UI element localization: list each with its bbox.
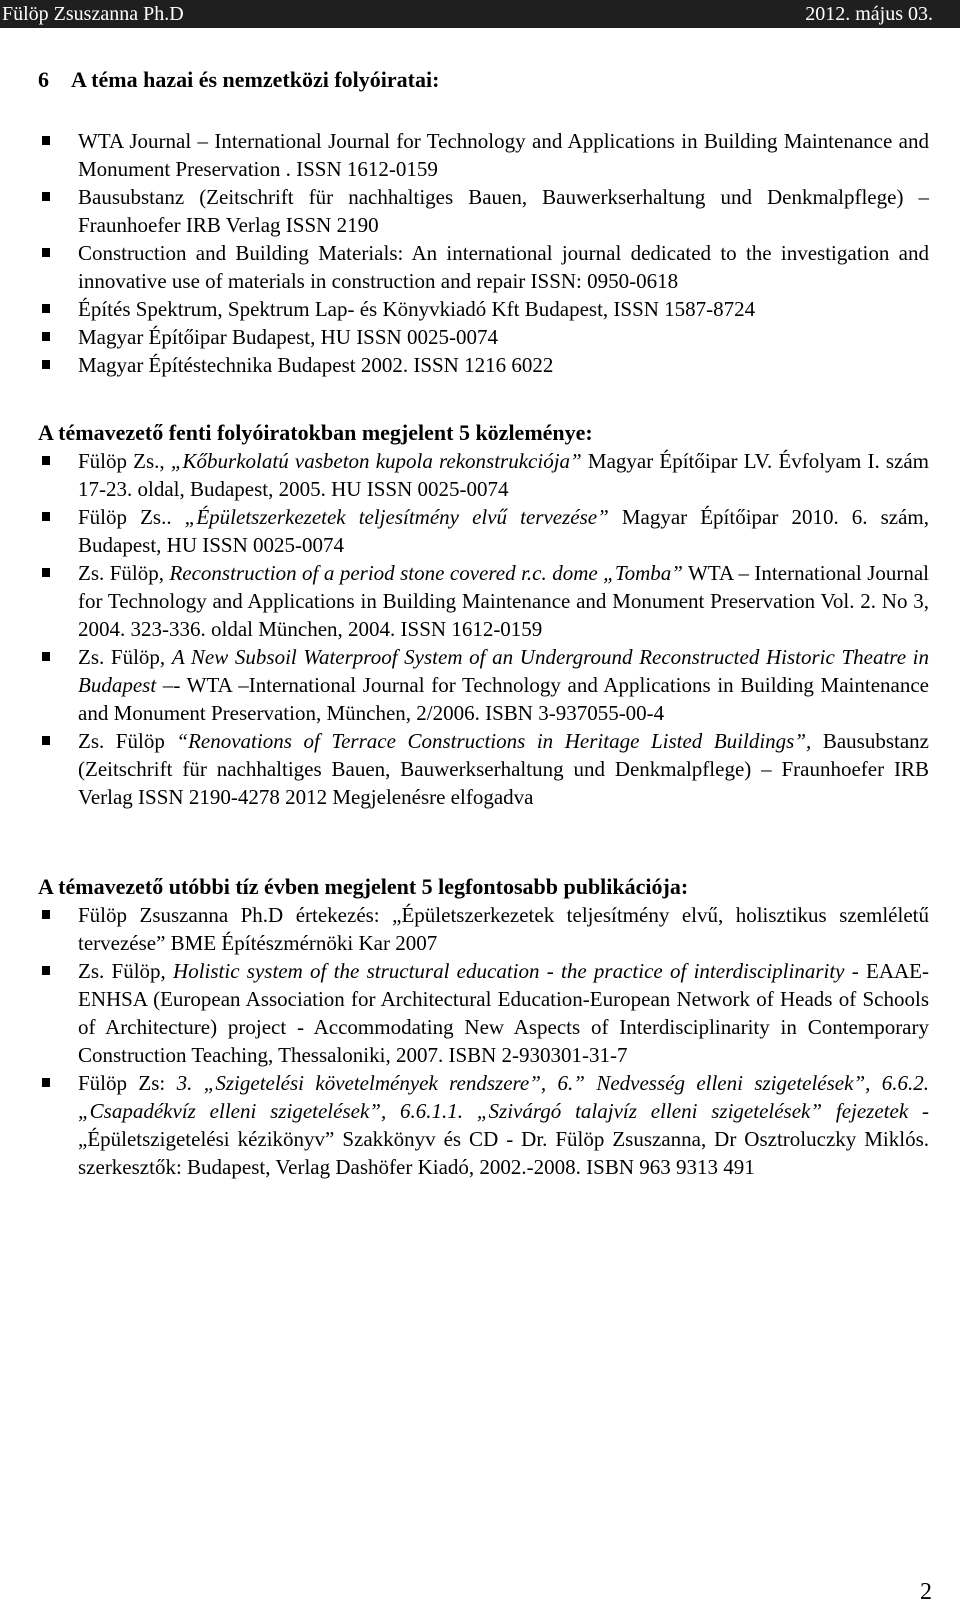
bullet-icon bbox=[42, 248, 50, 257]
list-item: Építés Spektrum, Spektrum Lap- és Könyvkiadó Kft Budapest, ISSN 1587-8724 bbox=[38, 295, 929, 323]
journal-list bbox=[38, 127, 929, 379]
bullet-icon bbox=[42, 736, 50, 745]
bullet-icon bbox=[42, 512, 50, 521]
section-title: A téma hazai és nemzetközi folyóiratai: bbox=[71, 67, 440, 92]
list-item: Zs. Fülöp, A New Subsoil Waterproof System of an Underground Reconstructed Historic Theatre in Budapest –- WTA –International Journal for Technology and Applications in Building Maintenance and Monument Preservation, München, 2/2006. ISBN 3-937055-00-4 bbox=[38, 643, 929, 727]
bullet-icon bbox=[42, 360, 50, 369]
bullet-icon bbox=[42, 568, 50, 577]
journal-publications-heading: A témavezető fenti folyóiratokban megjelent 5 közleménye: bbox=[38, 420, 593, 445]
top-publications-heading: A témavezető utóbbi tíz évben megjelent 5 legfontosabb publikációja: bbox=[38, 874, 689, 899]
document-body bbox=[38, 66, 929, 1181]
list-item: Magyar Építéstechnika Budapest 2002. ISSN 1216 6022 bbox=[38, 351, 929, 379]
bullet-icon bbox=[42, 910, 50, 919]
page-number: 2 bbox=[920, 1579, 932, 1605]
list-item: Magyar Építőipar Budapest, HU ISSN 0025-0074 bbox=[38, 323, 929, 351]
bullet-icon bbox=[42, 1078, 50, 1087]
bullet-icon bbox=[42, 192, 50, 201]
list-item: Fülöp Zs: 3. „Szigetelési követelmények rendszere”, 6.” Nedvesség elleni szigetelések”, 6.6.2. „Csapadékvíz elleni szigetelések”, 6.6.1.1. „Szivárgó talajvíz elleni szigetelések” fejezetek - „Épületszigetelési kézikönyv” Szakkönyv és CD - Dr. Fülöp Zsuszanna, Dr Osztroluczky Miklós. szerkesztők: Budapest, Verlag Dashöfer Kiadó, 2002.-2008. ISBN 963 9313 491 bbox=[38, 1069, 929, 1181]
top-publications-list bbox=[38, 901, 929, 1181]
list-item: Bausubstanz (Zeitschrift für nachhaltiges Bauen, Bauwerkserhaltung und Denkmalpflege) – Fraunhoefer IRB Verlag ISSN 2190 bbox=[38, 183, 929, 239]
bullet-icon bbox=[42, 332, 50, 341]
list-item: Zs. Fülöp, Reconstruction of a period stone covered r.c. dome „Tomba” WTA – International Journal for Technology and Applications in Building Maintenance and Monument Preservation Vol. 2. No 3, 2004. 323-336. oldal München, 2004. ISSN 1612-0159 bbox=[38, 559, 929, 643]
list-item: Fülöp Zs., „Kőburkolatú vasbeton kupola rekonstrukciója” Magyar Építőipar LV. Évfolyam I. szám 17-23. oldal, Budapest, 2005. HU ISSN 0025-0074 bbox=[38, 447, 929, 503]
journal-publications-list bbox=[38, 447, 929, 811]
page-header bbox=[0, 0, 960, 28]
section-heading bbox=[38, 66, 929, 94]
list-item: Zs. Fülöp “Renovations of Terrace Constructions in Heritage Listed Buildings”, Bausubstanz (Zeitschrift für nachhaltiges Bauen, Bauwerkserhaltung und Denkmalpflege) – Fraunhoefer IRB Verlag ISSN 2190-4278 2012 Megjelenésre elfogadva bbox=[38, 727, 929, 811]
list-item: WTA Journal – International Journal for Technology and Applications in Building Maintenance and Monument Preservation . ISSN 1612-0159 bbox=[38, 127, 929, 183]
bullet-icon bbox=[42, 652, 50, 661]
section-number: 6 bbox=[38, 67, 49, 92]
bullet-icon bbox=[42, 966, 50, 975]
header-author: Fülöp Zsuszanna Ph.D bbox=[2, 3, 184, 25]
bullet-icon bbox=[42, 136, 50, 145]
bullet-icon bbox=[42, 304, 50, 313]
list-item: Construction and Building Materials: An international journal dedicated to the investigation and innovative use of materials in construction and repair ISSN: 0950-0618 bbox=[38, 239, 929, 295]
list-item: Fülöp Zsuszanna Ph.D értekezés: „Épületszerkezetek teljesítmény elvű, holisztikus szemléletű tervezése” BME Építészmérnöki Kar 2007 bbox=[38, 901, 929, 957]
list-item: Zs. Fülöp, Holistic system of the structural education - the practice of interdisciplinarity - EAAE-ENHSA (European Association for Architectural Education-European Network of Heads of Schools of Architecture) project - Accommodating New Aspects of Interdisciplinarity in Contemporary Construction Teaching, Thessaloniki, 2007. ISBN 2-930301-31-7 bbox=[38, 957, 929, 1069]
header-date: 2012. május 03. bbox=[805, 3, 933, 25]
bullet-icon bbox=[42, 456, 50, 465]
list-item: Fülöp Zs.. „Épületszerkezetek teljesítmény elvű tervezése” Magyar Építőipar 2010. 6. szám, Budapest, HU ISSN 0025-0074 bbox=[38, 503, 929, 559]
